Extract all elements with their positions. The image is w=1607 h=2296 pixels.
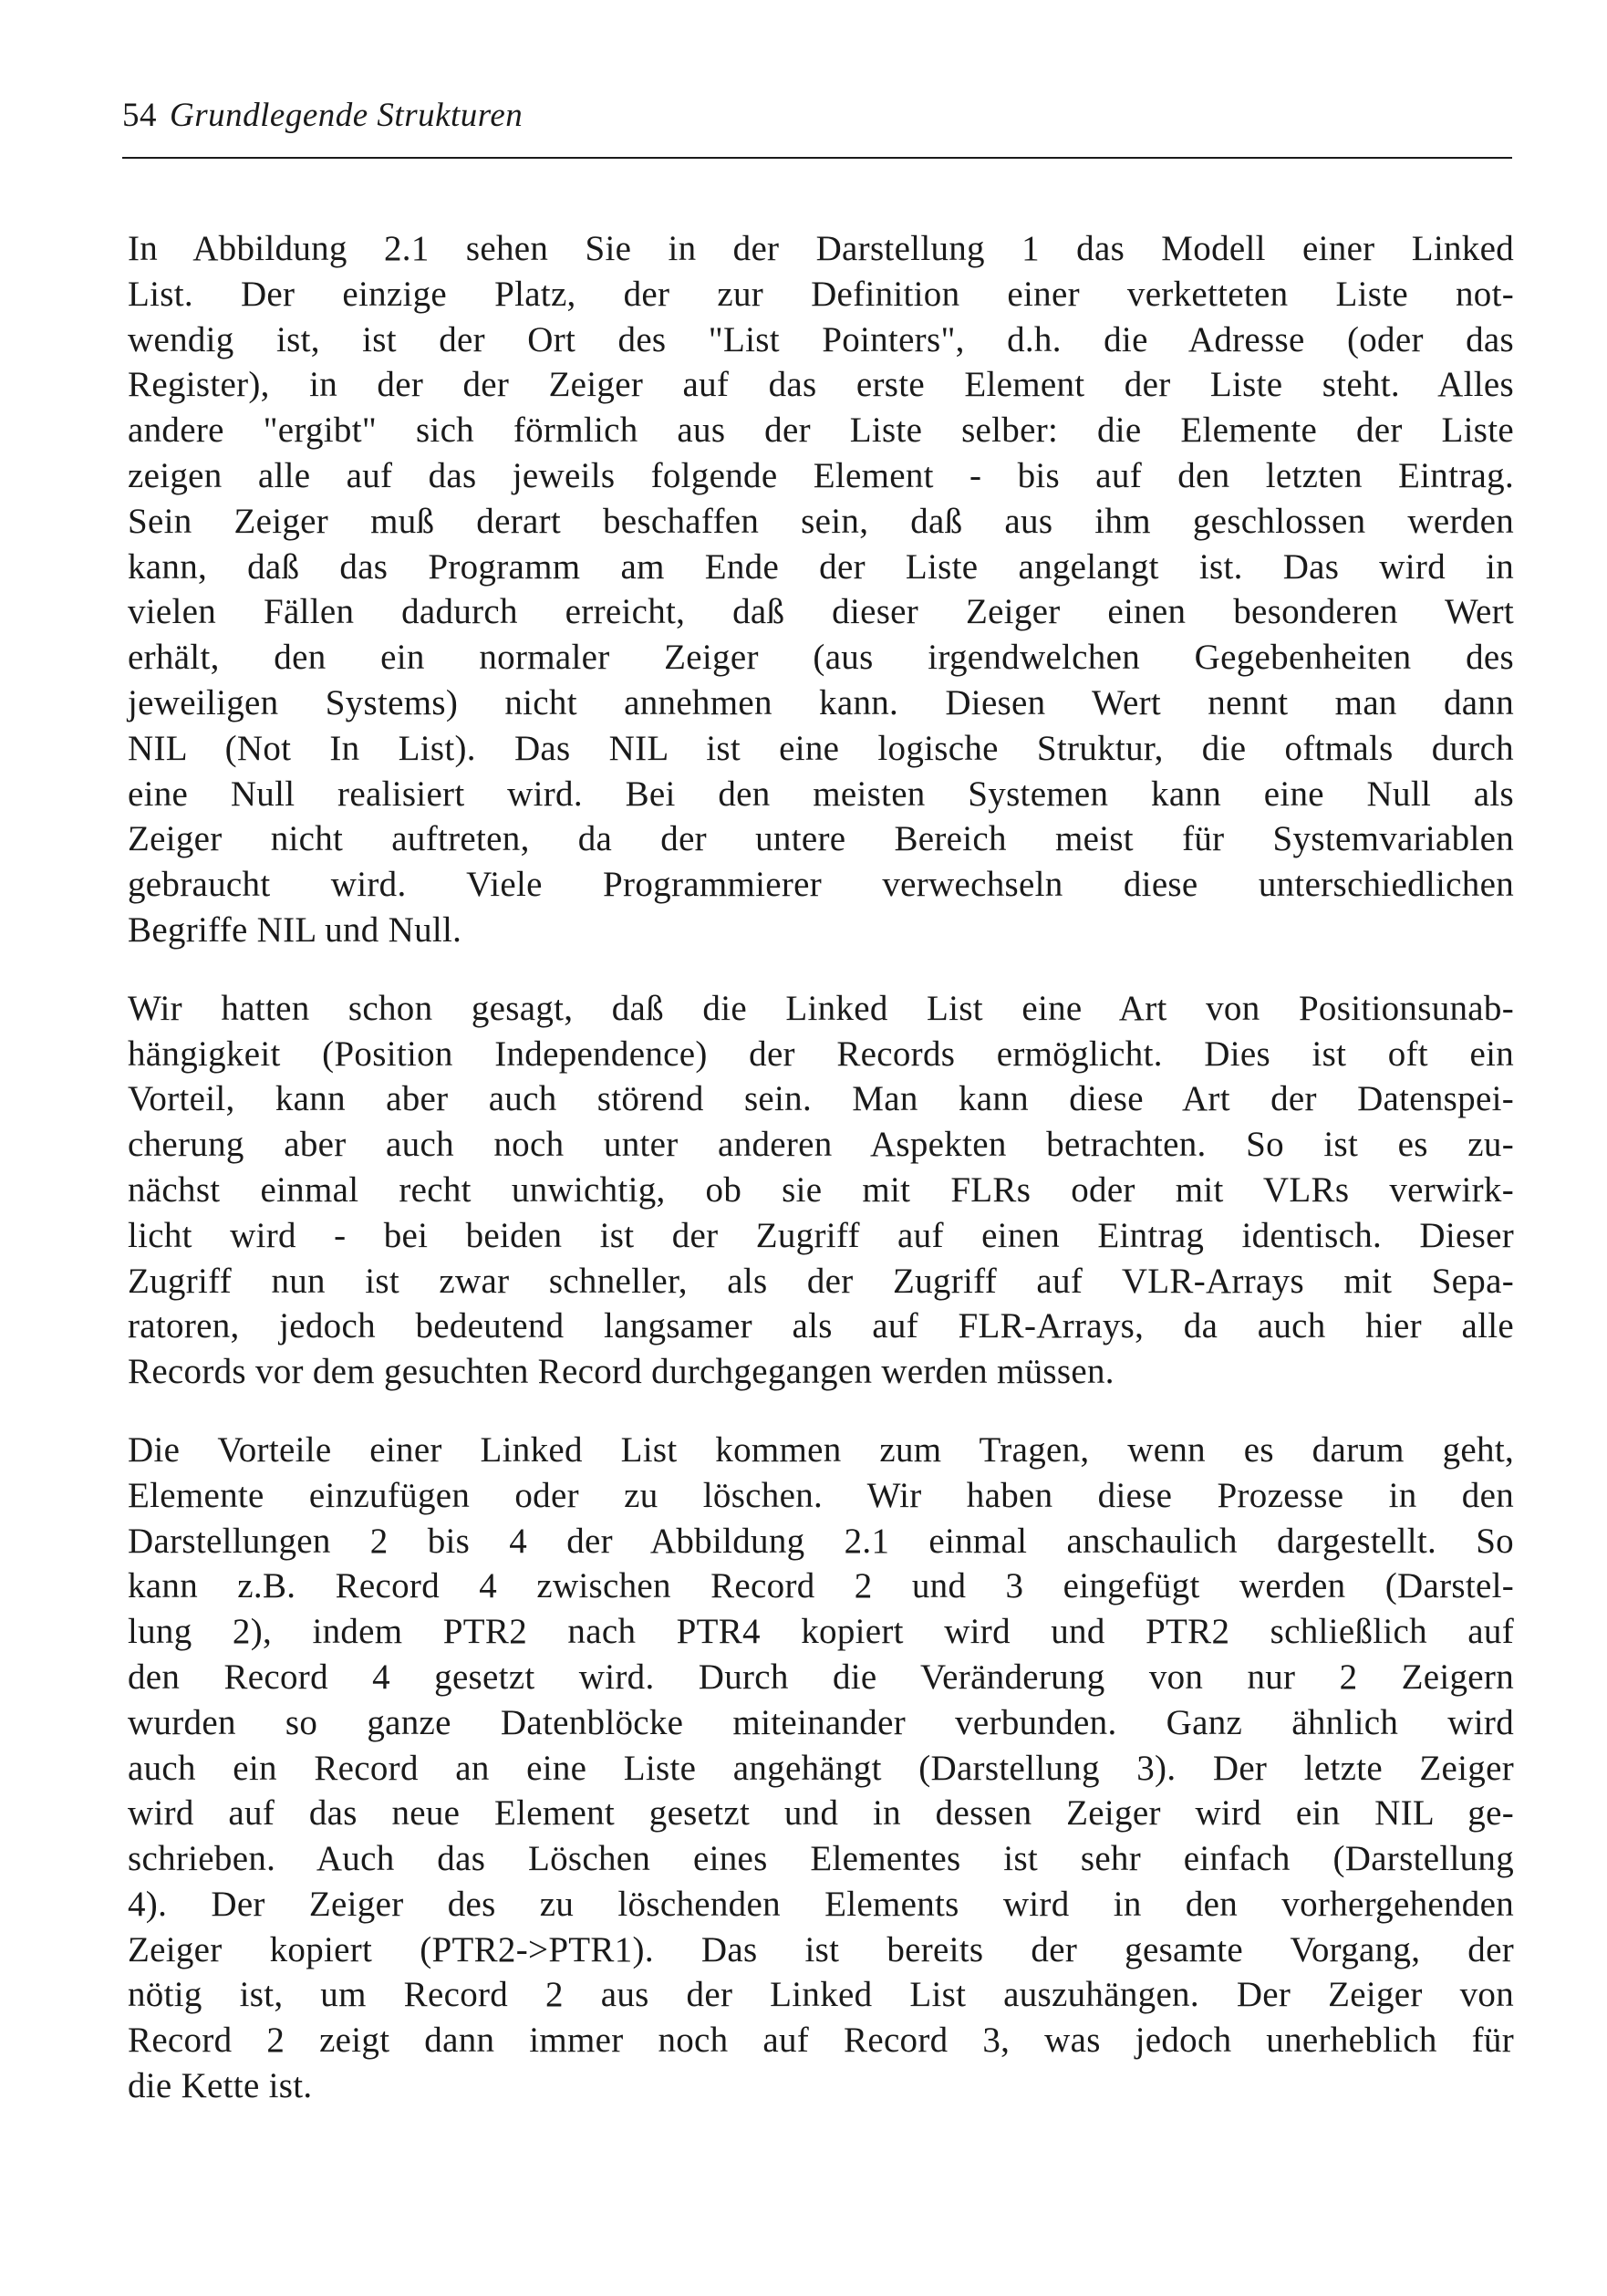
text-line: kann z.B. Record 4 zwischen Record 2 und 3 eingefügt werden (Darstel-	[128, 1566, 1514, 1606]
text-line: nächst einmal recht unwichtig, ob sie mit FLRs oder mit VLRs verwirk-	[128, 1169, 1514, 1210]
text-line: cherung aber auch noch unter anderen Aspekten betrachten. So ist es zu-	[128, 1125, 1514, 1165]
text-line: Darstellungen 2 bis 4 der Abbildung 2.1 einmal anschaulich dargestellt. So	[128, 1521, 1514, 1561]
text-line: andere "ergibt" sich förmlich aus der Liste selber: die Elemente der Liste	[128, 410, 1514, 451]
text-line: wurden so ganze Datenblöcke miteinander verbunden. Ganz ähnlich wird	[128, 1702, 1514, 1742]
paragraph-gap	[128, 1395, 1514, 1428]
paragraph	[128, 986, 1514, 1395]
text-line: schrieben. Auch das Löschen eines Elementes ist sehr einfach (Darstellung	[128, 1839, 1514, 1879]
text-line: Sein Zeiger muß derart beschaffen sein, daß aus ihm geschlossen werden	[128, 501, 1514, 541]
text-line: Zeiger kopiert (PTR2->PTR1). Das ist bereits der gesamte Vorgang, der	[128, 1929, 1514, 1969]
header-title: Grundlegende Strukturen	[170, 97, 524, 134]
paragraph-gap	[128, 953, 1514, 986]
text-line: die Kette ist.	[128, 2066, 313, 2106]
text-line: Record 2 zeigt dann immer noch auf Record 3, was jedoch unerheblich für	[128, 2021, 1514, 2061]
text-line: lung 2), indem PTR2 nach PTR4 kopiert wird und PTR2 schließlich auf	[128, 1612, 1514, 1652]
text-line: wendig ist, ist der Ort des "List Pointers", d.h. die Adresse (oder das	[128, 319, 1514, 359]
text-line: licht wird - bei beiden ist der Zugriff auf einen Eintrag identisch. Dieser	[128, 1215, 1514, 1255]
text-line: Elemente einzufügen oder zu löschen. Wir haben diese Prozesse in den	[128, 1475, 1514, 1515]
text-line: gebraucht wird. Viele Programmierer verwechseln diese unterschiedlichen	[128, 865, 1514, 905]
text-line: ratoren, jedoch bedeutend langsamer als auf FLR-Arrays, da auch hier alle	[128, 1306, 1514, 1346]
text-line: hängigkeit (Position Independence) der Records ermöglicht. Dies ist oft ein	[128, 1034, 1514, 1074]
text-line: vielen Fällen dadurch erreicht, daß dieser Zeiger einen besonderen Wert	[128, 592, 1514, 632]
paragraph	[128, 226, 1514, 953]
text-line: Register), in der der Zeiger auf das erste Element der Liste steht. Alles	[128, 365, 1514, 405]
text-line: Die Vorteile einer Linked List kommen zum Tragen, wenn es darum geht,	[128, 1429, 1514, 1470]
text-line: den Record 4 gesetzt wird. Durch die Veränderung von nur 2 Zeigern	[128, 1657, 1514, 1697]
running-header	[122, 99, 523, 132]
text-line: eine Null realisiert wird. Bei den meisten Systemen kann eine Null als	[128, 774, 1514, 814]
text-line: List. Der einzige Platz, der zur Definition einer verketteten Liste not-	[128, 274, 1514, 314]
header-rule	[122, 157, 1512, 159]
text-line: zeigen alle auf das jeweils folgende Element - bis auf den letzten Eintrag.	[128, 455, 1514, 495]
page-number: 54	[122, 97, 157, 134]
text-line: jeweiligen Systems) nicht annehmen kann. Diesen Wert nennt man dann	[128, 682, 1514, 722]
text-line: In Abbildung 2.1 sehen Sie in der Darstellung 1 das Modell einer Linked	[128, 229, 1514, 268]
text-line: auch ein Record an eine Liste angehängt (Darstellung 3). Der letzte Zeiger	[128, 1748, 1514, 1788]
text-line: Records vor dem gesuchten Record durchgegangen werden müssen.	[128, 1352, 1115, 1392]
text-line: Vorteil, kann aber auch störend sein. Man kann diese Art der Datenspei-	[128, 1079, 1514, 1119]
text-line: Zugriff nun ist zwar schneller, als der Zugriff auf VLR-Arrays mit Sepa-	[128, 1261, 1514, 1301]
text-line: kann, daß das Programm am Ende der Liste angelangt ist. Das wird in	[128, 546, 1514, 587]
body-text	[128, 226, 1514, 2109]
text-line: erhält, den ein normaler Zeiger (aus irgendwelchen Gegebenheiten des	[128, 638, 1514, 678]
text-line: Zeiger nicht auftreten, da der untere Bereich meist für Systemvariablen	[128, 819, 1514, 859]
text-line: NIL (Not In List). Das NIL ist eine logische Struktur, die oftmals durch	[128, 728, 1514, 768]
text-line: nötig ist, um Record 2 aus der Linked List auszuhängen. Der Zeiger von	[128, 1975, 1514, 2015]
paragraph	[128, 1428, 1514, 2109]
text-line: Wir hatten schon gesagt, daß die Linked List eine Art von Positionsunab-	[128, 988, 1514, 1028]
text-line: 4). Der Zeiger des zu löschenden Elements wird in den vorhergehenden	[128, 1884, 1514, 1924]
text-line: wird auf das neue Element gesetzt und in dessen Zeiger wird ein NIL ge-	[128, 1793, 1514, 1834]
text-line: Begriffe NIL und Null.	[128, 909, 462, 950]
